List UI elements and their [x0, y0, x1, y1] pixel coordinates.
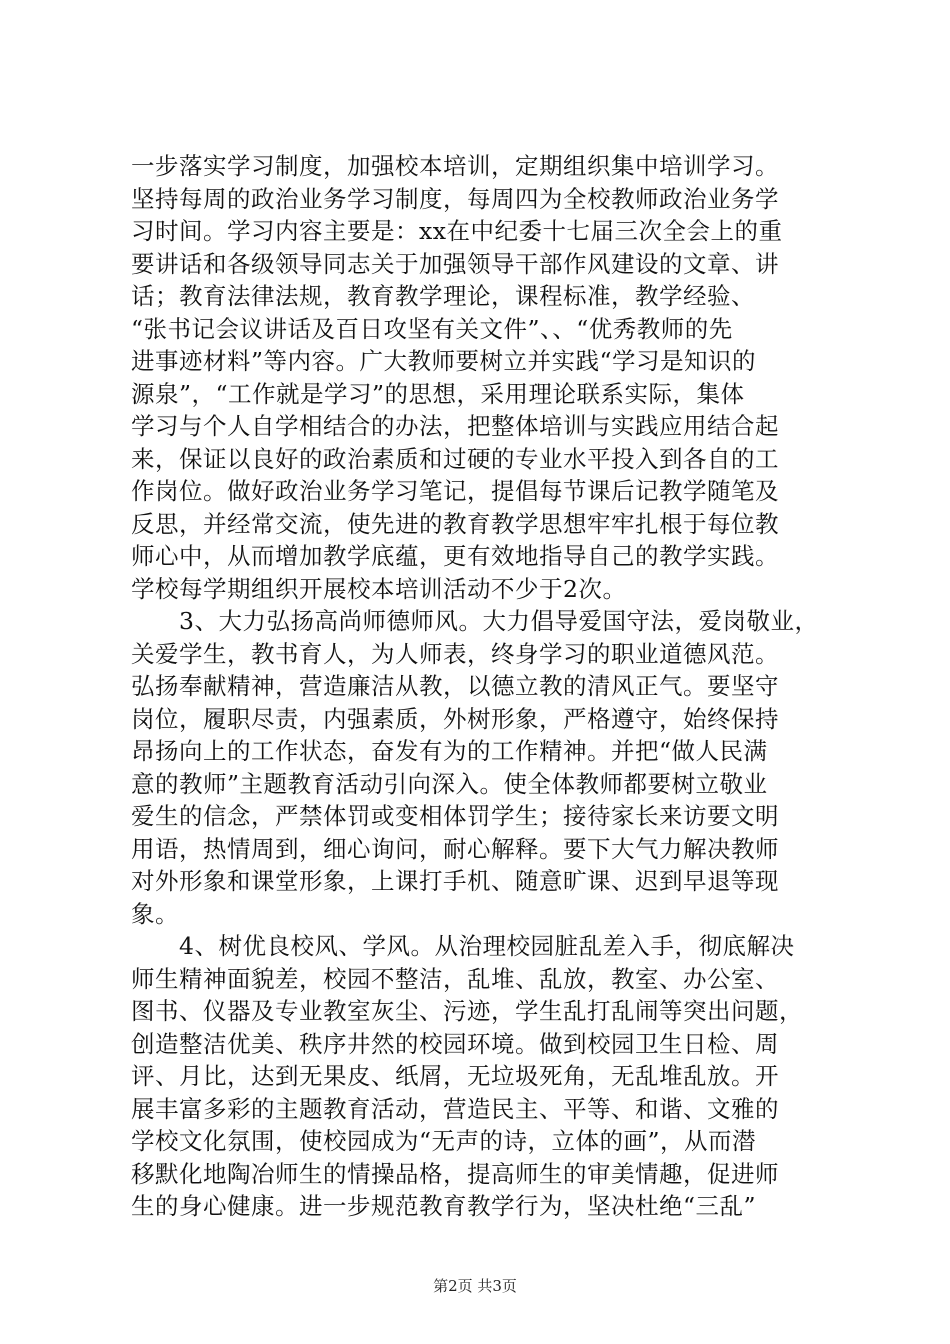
text-line: 作岗位。做好政治业务学习笔记，提倡每节课后记教学随笔及 [131, 477, 779, 505]
text-line: 对外形象和课堂形象，上课打手机、随意旷课、迟到早退等现 [131, 867, 779, 895]
text-line: 意的教师”主题教育活动引向深入。使全体教师都要树立敬业 [131, 769, 768, 798]
text-line: 习时间。学习内容主要是：xx在中纪委十七届三次全会上的重 [131, 217, 783, 245]
text-line: 评、月比，达到无果皮、纸屑，无垃圾死角，无乱堆乱放。开 [131, 1062, 779, 1090]
text-line: 话；教育法律法规，教育教学理论，课程标准，教学经验、 [131, 282, 755, 310]
text-line: 学习与个人自学相结合的办法，把整体培训与实践应用结合起 [131, 412, 779, 440]
body-text [131, 150, 831, 1223]
text-line: 进事迹材料”等内容。广大教师要树立并实践“学习是知识的 [131, 347, 757, 375]
text-line: 坚持每周的政治业务学习制度，每周四为全校教师政治业务学 [131, 184, 779, 213]
text-line: 师生精神面貌差，校园不整洁，乱堆、乱放，教室、办公室、 [131, 964, 779, 993]
text-line: 图书、仪器及专业教室灰尘、污迹，学生乱打乱闹等突出问题， [131, 997, 803, 1025]
text-line: 一步落实学习制度，加强校本培训，定期组织集中培训学习。 [131, 152, 779, 180]
page-footer: 第2页 共3页 [433, 1277, 517, 1295]
text-line: 昂扬向上的工作状态，奋发有为的工作精神。并把“做人民满 [131, 737, 768, 765]
text-line: 移默化地陶冶师生的情操品格，提高师生的审美情趣，促进师 [131, 1159, 779, 1188]
text-line: 关爱学生，教书育人，为人师表，终身学习的职业道德风范。 [131, 639, 779, 668]
text-line: “张书记会议讲话及百日攻坚有关文件”、、“优秀教师的先 [131, 314, 733, 343]
text-line: 象。 [131, 899, 179, 928]
text-line: 创造整洁优美、秩序井然的校园环境。做到校园卫生日检、周 [131, 1029, 779, 1058]
text-line: 学校文化氛围，使校园成为“无声的诗，立体的画”，从而潜 [131, 1127, 757, 1155]
text-line: 来，保证以良好的政治素质和过硬的专业水平投入到各自的工 [131, 444, 779, 473]
text-line: 用语，热情周到，细心询问，耐心解释。要下大气力解决教师 [131, 834, 779, 863]
text-line: 反思，并经常交流，使先进的教育教学思想牢牢扎根于每位教 [131, 509, 779, 538]
text-line: 学校每学期组织开展校本培训活动不少于2次。 [131, 574, 627, 603]
text-line: 4、树优良校风、学风。从治理校园脏乱差入手，彻底解决 [179, 932, 795, 960]
text-line: 弘扬奉献精神，营造廉洁从教，以德立教的清风正气。要坚守 [131, 672, 779, 700]
text-line: 爱生的信念，严禁体罚或变相体罚学生；接待家长来访要文明 [131, 802, 779, 830]
text-line: 岗位，履职尽责，内强素质，外树形象，严格遵守，始终保持 [131, 704, 779, 733]
text-line: 3、大力弘扬高尚师德师风。大力倡导爱国守法，爱岗敬业， [179, 607, 819, 635]
text-line: 展丰富多彩的主题教育活动，营造民主、平等、和谐、文雅的 [131, 1094, 779, 1123]
text-line: 源泉”，“工作就是学习”的思想，采用理论联系实际，集体 [131, 379, 745, 408]
text-line: 要讲话和各级领导同志关于加强领导干部作风建设的文章、讲 [131, 249, 779, 278]
text-line: 师心中，从而增加教学底蕴，更有效地指导自己的教学实践。 [131, 542, 779, 570]
text-line: 生的身心健康。进一步规范教育教学行为，坚决杜绝“三乱” [131, 1192, 757, 1220]
